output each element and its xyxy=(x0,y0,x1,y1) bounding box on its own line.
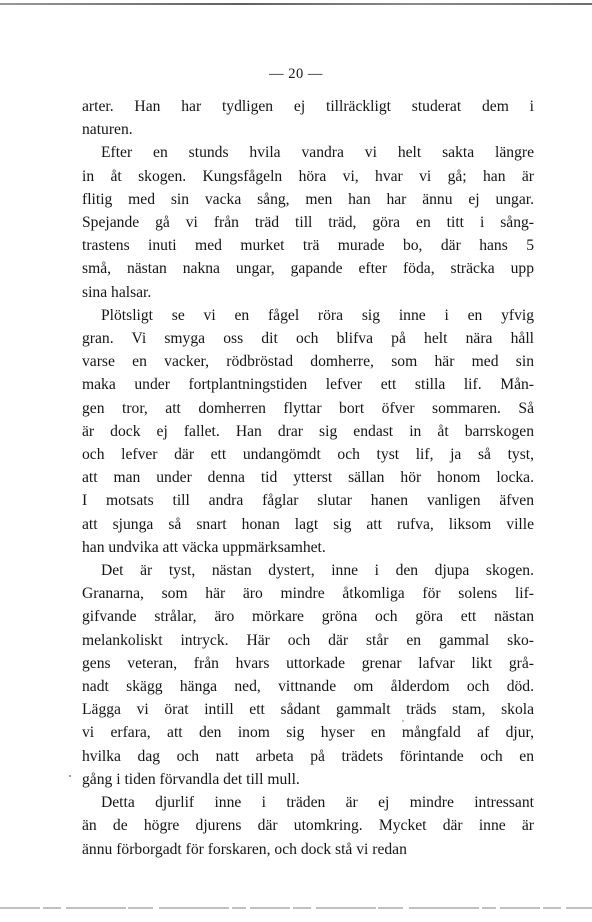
text-line: Lägga vi örat intill ett sådant gammalt träds stam, skola xyxy=(82,701,534,719)
paragraph xyxy=(82,791,534,861)
text-line: ännu förborgadt för forskaren, och dock stå vi redan xyxy=(82,840,407,858)
text-line: att sjunga så snart honan lagt sig att rufva, liksom ville xyxy=(82,515,534,533)
text-line: små, nästan nakna ungar, gapande efter föda, sträcka upp xyxy=(82,260,534,278)
text-line: och lefver där ett undangömdt och tyst lif, ja så tyst, xyxy=(82,446,534,464)
text-line: Det är tyst, nästan dystert, inne i den djupa skogen. xyxy=(101,562,534,580)
paragraph xyxy=(82,304,534,559)
paragraph xyxy=(82,141,534,303)
text-line: Detta djurlif inne i träden är ej mindre intressant xyxy=(101,794,534,812)
paragraph xyxy=(82,559,534,791)
page-number: — 20 — xyxy=(269,66,323,82)
text-line: melankoliskt intryck. Här och där står en gammal sko- xyxy=(82,631,534,649)
text-line: att man under denna tid ytterst sällan hör honom locka. xyxy=(82,469,534,487)
text-line: gens veteran, från hvars uttorkade grenar lafvar likt grå- xyxy=(82,654,534,672)
bottom-scan-edge xyxy=(0,905,592,911)
text-line: trastens inuti med murket trä murade bo, där hans 5 xyxy=(82,237,534,255)
text-line: Plötsligt se vi en fågel röra sig inne i en yfvig xyxy=(101,306,534,324)
text-line: nadt skägg hänga ned, vittnande om ålderdom och död. xyxy=(82,678,534,696)
text-line: är dock ej fallet. Han drar sig endast in åt barrskogen xyxy=(82,422,534,440)
text-line: Efter en stunds hvila vandra vi helt sakta längre xyxy=(101,144,534,162)
body-text xyxy=(82,95,534,861)
text-line: I motsats till andra fåglar slutar hanen vanligen äfven xyxy=(82,492,534,510)
text-line: Spejande gå vi från träd till träd, göra en titt i sång- xyxy=(82,214,534,232)
text-line: varse en vacker, rödbröstad domherre, som här med sin xyxy=(82,353,534,371)
text-line: naturen. xyxy=(82,121,133,139)
text-line: arter. Han har tydligen ej tillräckligt studerat dem i xyxy=(82,98,534,115)
text-line: gifvande strålar, äro mörkare gröna och göra ett nästan xyxy=(82,608,534,626)
text-line: gång i tiden förvandla det till mull. xyxy=(82,770,300,788)
text-line: hvilka dag och natt arbeta på trädets förintande och en xyxy=(82,747,534,765)
paragraph xyxy=(82,95,534,141)
text-line: vi erfara, att den inom sig hyser en mångfald af djur, xyxy=(82,724,534,742)
text-line: Granarna, som här äro mindre åtkomliga för solens lif- xyxy=(82,585,534,603)
text-line: han undvika att väcka uppmärksamhet. xyxy=(82,538,326,556)
text-line: än de högre djurens där utomkring. Mycket där inne är xyxy=(82,817,534,835)
text-line: flitig med sin vacka sång, men han har ännu ej ungar. xyxy=(82,190,534,208)
text-line: maka under fortplantningstiden lefver ett stilla lif. Mån- xyxy=(82,376,534,394)
text-line: in åt skogen. Kungsfågeln höra vi, hvar vi gå; han är xyxy=(82,167,534,185)
text-line: sina halsar. xyxy=(82,283,152,301)
text-line: gran. Vi smyga oss dit och blifva på helt nära håll xyxy=(82,330,534,348)
top-scan-edge xyxy=(0,3,592,5)
text-line: gen tror, att domherren flyttar bort öfver sommaren. Så xyxy=(82,399,534,417)
